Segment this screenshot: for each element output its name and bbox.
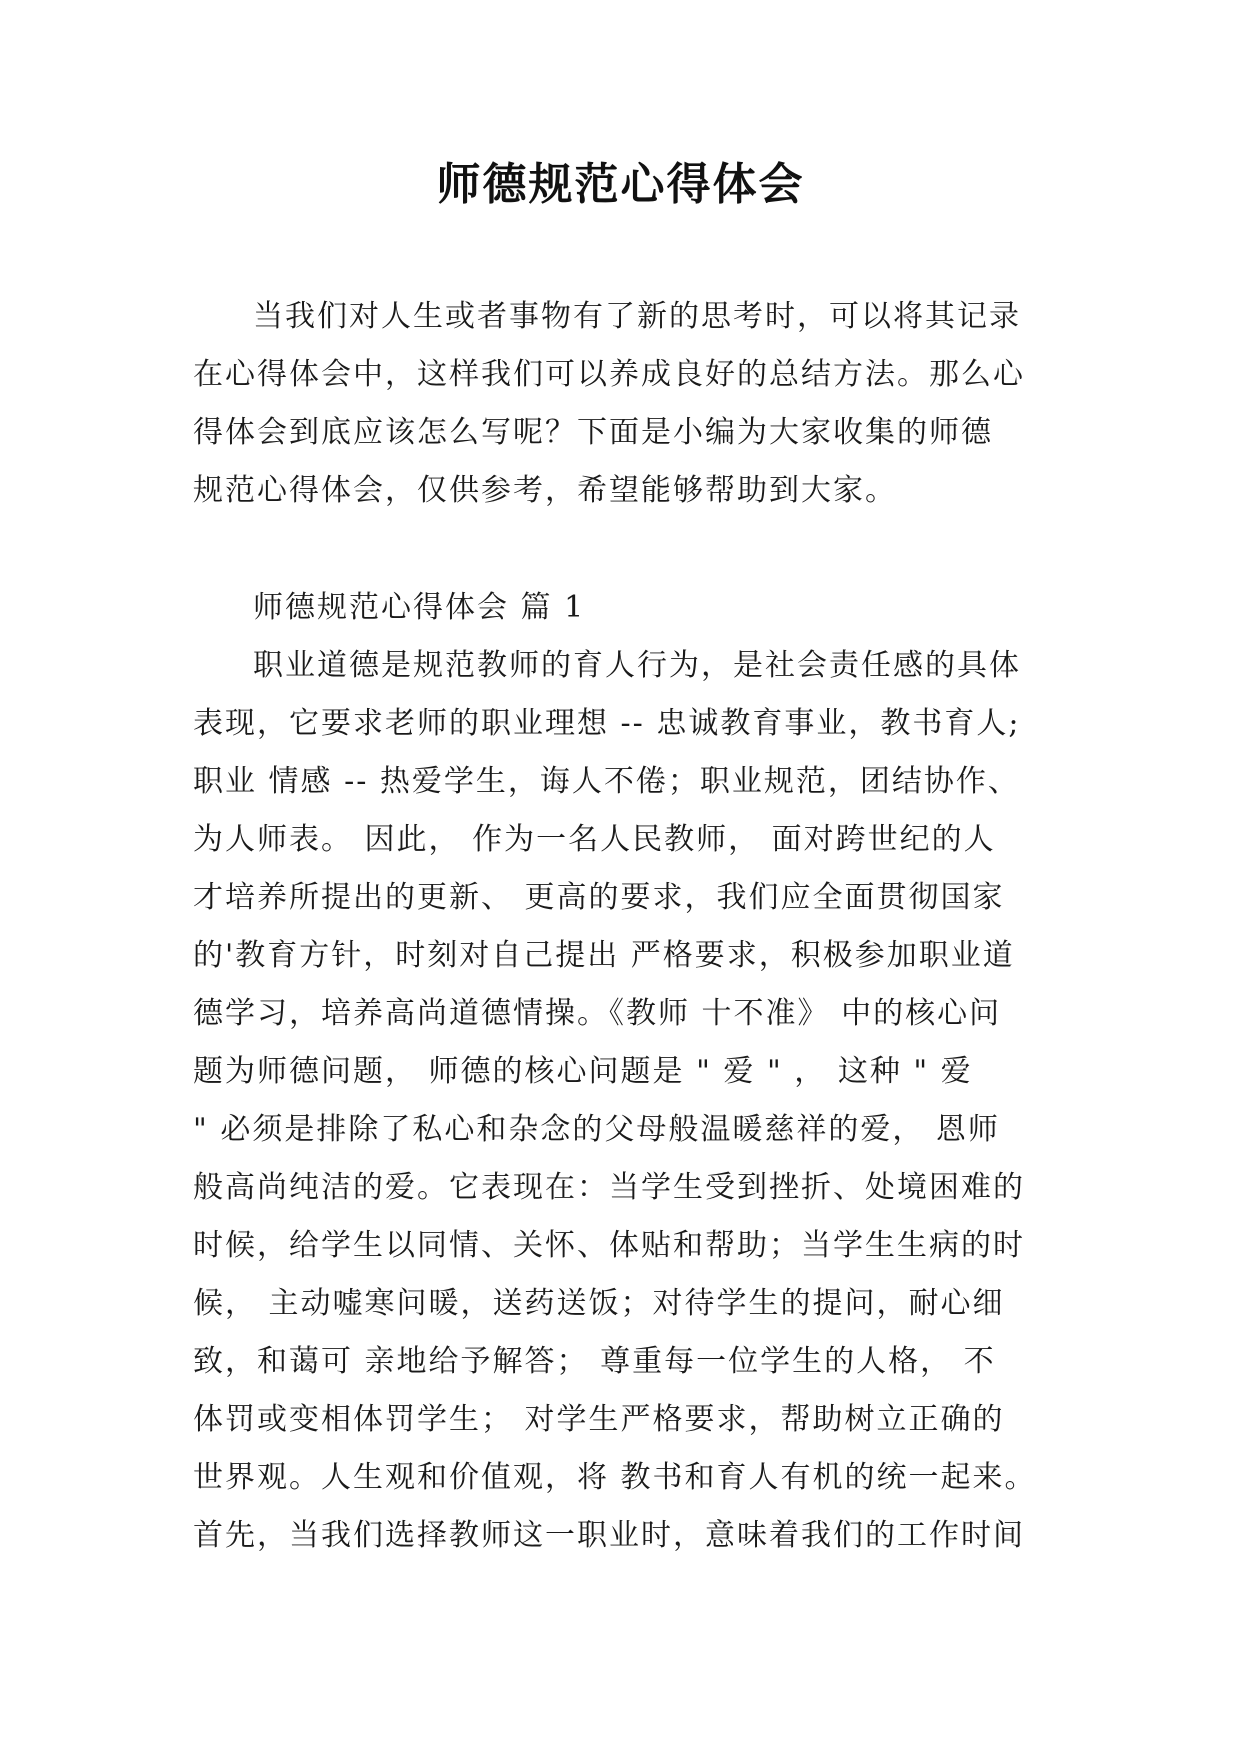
section-line: 德学习，培养高尚道德情操。《教师 十不准》 中的核心问 bbox=[193, 996, 1002, 1031]
intro-paragraph bbox=[193, 288, 1051, 520]
section-line: 表现，它要求老师的职业理想 -- 忠诚教育事业，教书育人; bbox=[193, 706, 1021, 741]
intro-line: 当我们对人生或者事物有了新的思考时，可以将其记录 bbox=[253, 299, 1021, 334]
section-1 bbox=[193, 579, 1051, 1565]
section-line: 的'教育方针，时刻对自己提出 严格要求，积极参加职业道 bbox=[193, 938, 1015, 973]
section-line: 为人师表。 因此， 作为一名人民教师， 面对跨世纪的人 bbox=[193, 822, 996, 857]
intro-line: 得体会到底应该怎么写呢？下面是小编为大家收集的师德 bbox=[193, 415, 993, 450]
section-heading: 师德规范心得体会 篇 1 bbox=[253, 590, 586, 625]
section-line: 体罚或变相体罚学生； 对学生严格要求，帮助树立正确的 bbox=[193, 1402, 1005, 1437]
section-line: 致，和蔼可 亲地给予解答； 尊重每一位学生的人格， 不 bbox=[193, 1344, 996, 1379]
section-line: 职业道德是规范教师的育人行为，是社会责任感的具体 bbox=[253, 648, 1021, 683]
document-title: 师德规范心得体会 bbox=[436, 159, 805, 210]
section-line: 首先，当我们选择教师这一职业时，意味着我们的工作时间 bbox=[193, 1518, 1025, 1553]
section-line: 候， 主动嘘寒问暖，送药送饭；对待学生的提问，耐心细 bbox=[193, 1286, 1005, 1321]
intro-line: 规范心得体会，仅供参考，希望能够帮助到大家。 bbox=[193, 473, 897, 508]
intro-line: 在心得体会中，这样我们可以养成良好的总结方法。那么心 bbox=[193, 357, 1025, 392]
section-line: " 必须是排除了私心和杂念的父母般温暖慈祥的爱， 恩师 bbox=[193, 1112, 1000, 1147]
section-line: 职业 情感 -- 热爱学生，诲人不倦；职业规范，团结协作、 bbox=[193, 764, 1020, 799]
section-line: 才培养所提出的更新、 更高的要求，我们应全面贯彻国家 bbox=[193, 880, 1005, 915]
section-line: 题为师德问题， 师德的核心问题是 " 爱 " ， 这种 " 爱 bbox=[193, 1054, 973, 1089]
section-line: 般高尚纯洁的爱。它表现在：当学生受到挫折、处境困难的 bbox=[193, 1170, 1025, 1205]
section-line: 时候，给学生以同情、关怀、体贴和帮助；当学生生病的时 bbox=[193, 1228, 1025, 1263]
section-line: 世界观。人生观和价值观，将 教书和育人有机的统一起来。 bbox=[193, 1460, 1037, 1495]
